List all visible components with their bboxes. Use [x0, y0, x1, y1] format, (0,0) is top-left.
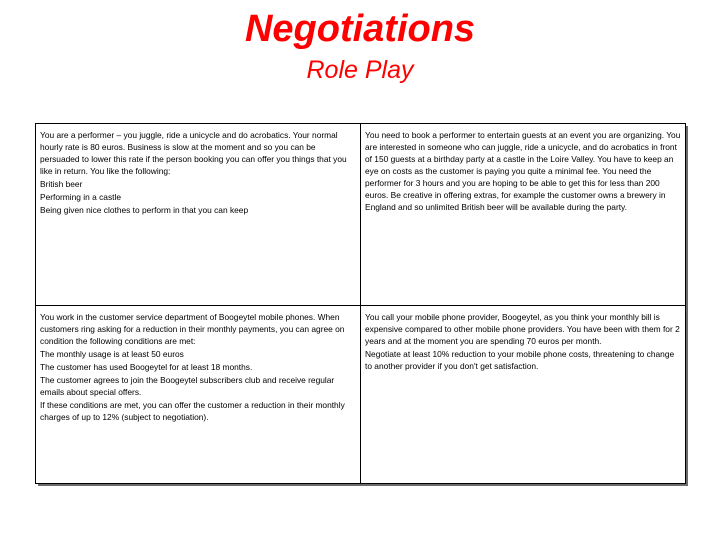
customer-service-intro-text: You work in the customer service department of Boogeytel mobile phones. When customers ring asking for a reduction in their monthly payments, you can agree on condition the following conditions are met:	[40, 311, 345, 346]
table-row	[36, 124, 686, 306]
caller-goal-text: Negotiate at least 10% reduction to your mobile phone costs, threatening to change to another provider if you don't get satisfaction.	[365, 348, 675, 371]
customer-service-offer-text: If these conditions are met, you can offer the customer a reduction in their monthly charges of up to 12% (subject to negotiation).	[40, 399, 345, 422]
performer-like-item: Being given nice clothes to perform in that you can keep	[40, 205, 249, 215]
condition-item: The monthly usage is at least 50 euros	[40, 348, 184, 359]
customer-service-role-cell	[36, 305, 361, 484]
caller-intro-text: You call your mobile phone provider, Boogeytel, as you think your monthly bill is expensive compared to other mobile phone providers. You have been with them for 2 years and at the moment you are spending 70 euros per month.	[365, 311, 680, 346]
performer-like-item: British beer	[40, 179, 83, 189]
table-shadow-right	[686, 126, 688, 486]
performer-like-item: Performing in a castle	[40, 192, 121, 202]
performer-intro-text: You are a performer – you juggle, ride a unicycle and do acrobatics. Your normal hourly rate is 80 euros. Business is slow at the moment and so you can be persuaded to lower this rate if the person booking you can offer you things that you like in return. You like the following:	[40, 130, 347, 176]
condition-item: The customer has used Boogeytel for at least 18 months.	[40, 361, 253, 372]
table-row	[36, 305, 686, 484]
caller-role-cell	[361, 305, 686, 484]
performer-role-cell	[36, 124, 361, 306]
condition-item: The customer agrees to join the Boogeytel subscribers club and receive regular emails about special offers.	[40, 374, 335, 397]
table-shadow-bottom	[38, 484, 688, 486]
organizer-role-cell	[361, 124, 686, 306]
slide-title: Negotiations	[244, 8, 476, 50]
role-play-table	[35, 123, 686, 484]
organizer-text: You need to book a performer to entertain guests at an event you are organizing. You are interested in someone who can juggle, ride a unicycle, and do acrobatics in front of 150 guests at a birthday party at a castle in the Loire Valley. You have to keep an eye on costs as the customer is paying you quite a minimal fee. You need the performer for 3 hours and you are hoping to be able to get this for less than 200 euros. Be creative in offering extras, for example the customer owns a brewery in England and so unlimited British beer will be available during the party.	[365, 130, 681, 212]
slide-subtitle: Role Play	[306, 56, 414, 84]
